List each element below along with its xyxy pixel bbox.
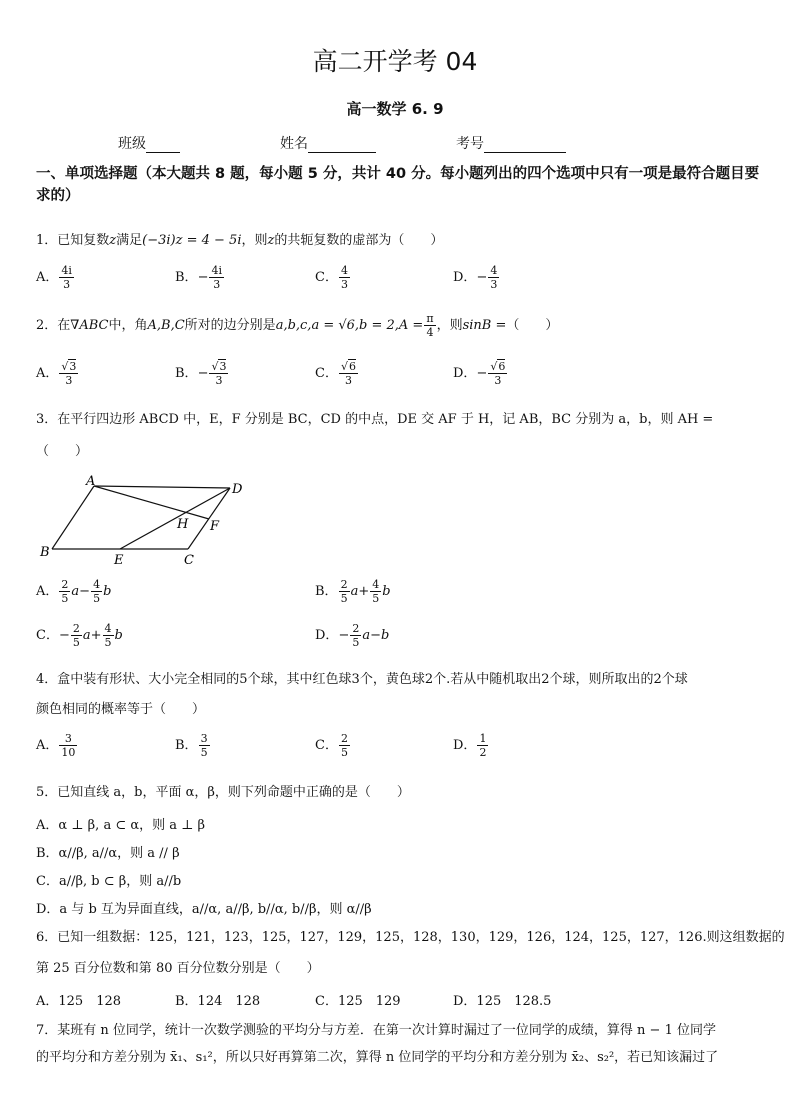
section-heading: 一、单项选择题（本大题共 8 题，每小题 5 分，共计 40 分。每小题列出的四个选项中只有一项是最符合题目要求的） (36, 166, 760, 204)
question-4-option-a[interactable]: A． $\frac{3}{10}$ (36, 732, 76, 759)
segment-af (94, 486, 209, 519)
class-blank (146, 138, 180, 153)
question-6-option-c[interactable]: C．125 129 (315, 994, 401, 1009)
question-3-option-a[interactable]: A． $\frac{2}{5}$ a− $\frac{4}{5}$ b (36, 578, 112, 605)
name-label: 姓名 (280, 136, 308, 152)
edge-ad (94, 486, 230, 488)
question-3-option-d[interactable]: D．− $\frac{2}{5}$ a−b (315, 622, 390, 649)
name-blank (308, 138, 376, 153)
question-4-option-d[interactable]: D． $\frac{1}{2}$ (453, 732, 487, 759)
question-1-option-d[interactable]: D．− $\frac{4}{3}$ (453, 264, 498, 291)
name-field (280, 133, 376, 153)
question-3-stem-line1: 3．在平行四边形 ABCD 中，E，F 分别是 BC，CD 的中点，DE 交 AF 于 H，记 AB，BC 分别为 a，b，则 AH = (36, 412, 714, 427)
label-c: C (184, 553, 194, 568)
id-label: 考号 (456, 136, 484, 152)
question-1-option-c[interactable]: C． $\frac{4}{3}$ (315, 264, 348, 291)
id-blank (484, 138, 566, 153)
question-5-option-d[interactable]: D．a 与 b 互为异面直线，a//α, a//β, b//α, b//β，则 α//β (36, 902, 372, 917)
label-d: D (232, 482, 243, 497)
label-h: H (177, 517, 189, 532)
question-4-stem-line2: 颜色相同的概率等于（ ） (36, 702, 206, 717)
question-4-stem-line1: 4．盒中装有形状、大小完全相同的5个球，其中红色球3个，黄色球2个.若从中随机取出2个球，则所取出的2个球 (36, 672, 688, 687)
question-6-option-a[interactable]: A．125 128 (36, 994, 122, 1009)
question-7-stem-line1: 7．某班有 n 位同学，统计一次数学测验的平均分与方差．在第一次计算时漏过了一位同学的成绩，算得 n − 1 位同学 (36, 1023, 716, 1038)
question-2-option-b[interactable]: B．− $\frac{√3}{3}$ (175, 360, 227, 387)
question-6-option-b[interactable]: B．124 128 (175, 994, 261, 1009)
question-1-stem: 1．已知复数z满足(−3i)z = 4 − 5i，则z的共轭复数的虚部为（ ） (36, 233, 444, 248)
question-1-option-a[interactable]: A． $\frac{4i}{3}$ (36, 264, 72, 291)
question-2-option-c[interactable]: C． $\frac{√6}{3}$ (315, 360, 356, 387)
question-3-stem-line2: （ ） (36, 444, 89, 459)
question-4-option-b[interactable]: B． $\frac{3}{5}$ (175, 732, 208, 759)
edge-ab (52, 486, 94, 549)
question-6-stem-line2: 第 25 百分位数和第 80 百分位数分别是（ ） (36, 961, 320, 976)
question-5-option-b[interactable]: B．α//β, a//α，则 a // β (36, 846, 180, 861)
class-field (118, 133, 180, 153)
question-2-stem: 2．在∇ABC中，角A,B,C所对的边分别是a,b,c,a = √6,b = 2,A = $\frac{\pi}{4}$ ，则sinB =（ ） (36, 312, 559, 339)
label-b: B (40, 545, 50, 560)
label-e: E (114, 553, 124, 568)
question-5-stem: 5．已知直线 a，b，平面 α，β，则下列命题中正确的是（ ） (36, 785, 410, 800)
page-title: 高二开学考 04 (312, 47, 478, 76)
question-7-stem-line2: 的平均分和方差分别为 x̄₁、s₁²，所以只好再算第二次，算得 n 位同学的平均分和方差分别为 x̄₂、s₂²，若已知该漏过了 (36, 1050, 719, 1065)
class-label: 班级 (118, 136, 146, 152)
question-5-option-a[interactable]: A．α ⊥ β, a ⊂ α，则 a ⊥ β (36, 818, 206, 833)
question-1-option-b[interactable]: B．− $\frac{4i}{3}$ (175, 264, 222, 291)
question-3-option-c[interactable]: C．− $\frac{2}{5}$ a+ $\frac{4}{5}$ b (36, 622, 123, 649)
page-subtitle: 高一数学 6. 9 (346, 100, 444, 118)
question-2-option-d[interactable]: D．− $\frac{√6}{3}$ (453, 360, 506, 387)
question-6-option-d[interactable]: D．125 128.5 (453, 994, 552, 1009)
id-field (456, 133, 566, 153)
question-4-option-c[interactable]: C． $\frac{2}{5}$ (315, 732, 348, 759)
question-3-option-b[interactable]: B． $\frac{2}{5}$ a+ $\frac{4}{5}$ b (315, 578, 391, 605)
parallelogram-figure (36, 470, 256, 570)
label-f: F (210, 519, 220, 534)
label-a: A (86, 474, 96, 489)
question-5-option-c[interactable]: C．a//β, b ⊂ β，则 a//b (36, 874, 182, 889)
question-2-option-a[interactable]: A． $\frac{√3}{3}$ (36, 360, 77, 387)
question-6-stem-line1: 6．已知一组数据：125，121，123，125，127，129，125，128，130，129，126，124，125，127，126.则这组数据的 (36, 930, 785, 945)
